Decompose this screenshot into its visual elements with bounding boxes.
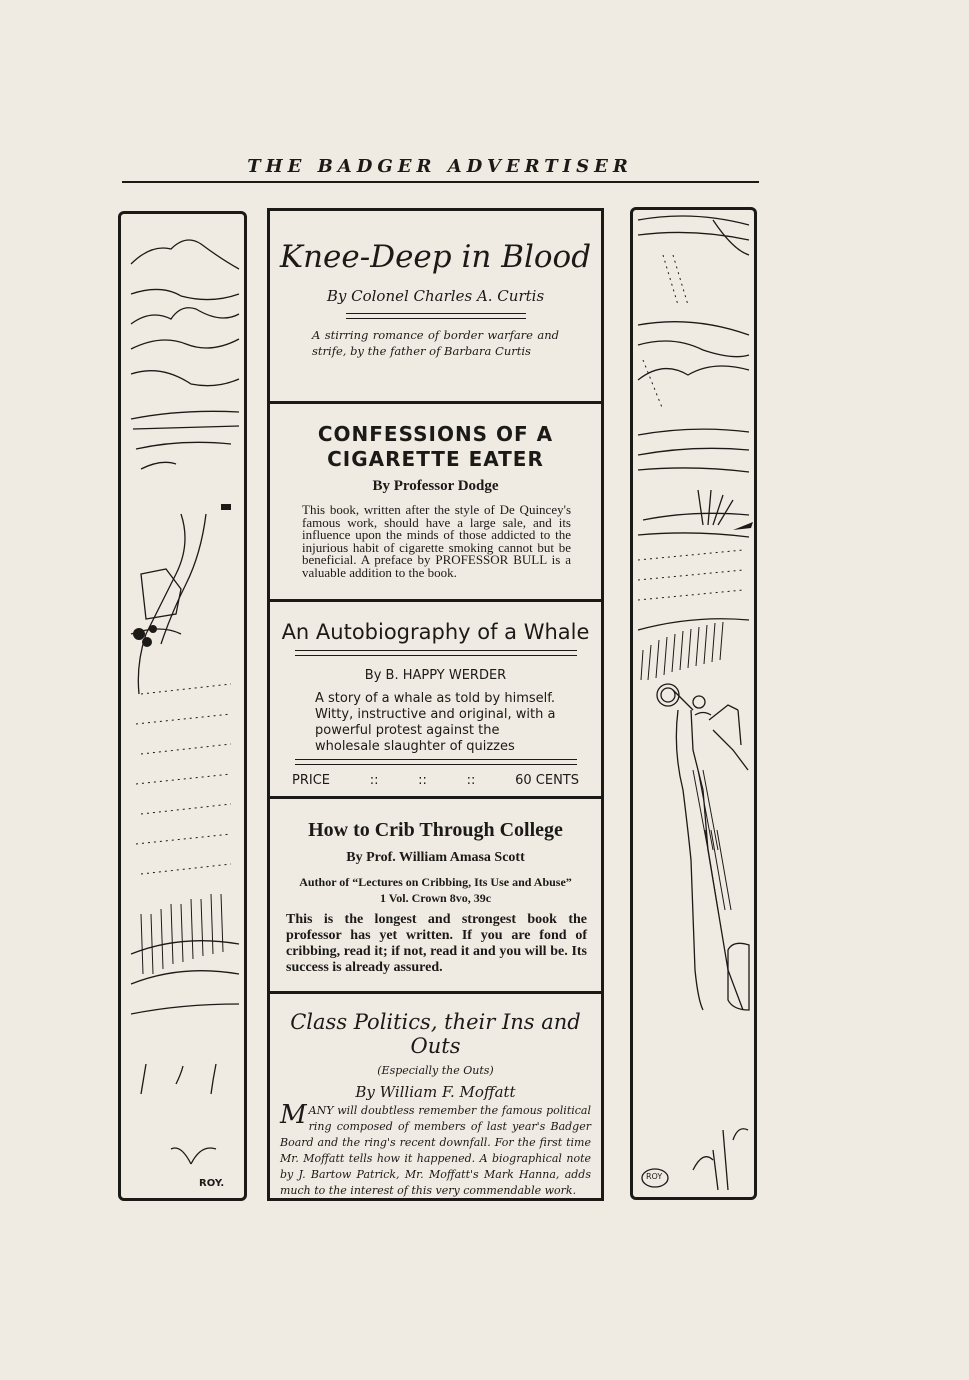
left-illustration-signature: ROY.: [199, 1178, 225, 1189]
right-illustration-panel: [630, 207, 757, 1200]
ad-class-politics: [270, 994, 601, 1198]
ad-author: By William F. Moffatt: [355, 1083, 516, 1101]
ad-description-block: [270, 1100, 601, 1199]
price-value: 60 CENTS: [515, 773, 579, 788]
ad-author: By Colonel Charles A. Curtis: [326, 287, 545, 305]
ad-title-line-1: CONFESSIONS OF A: [317, 422, 554, 446]
ad-subtitle: (Especially the Outs): [377, 1064, 494, 1077]
ad-how-to-crib-through-college: [270, 799, 601, 994]
ad-subtitle-line-1: Author of “Lectures on Cribbing, Its Use and Abuse”: [299, 875, 572, 889]
right-illustration-signature: ROY: [646, 1172, 663, 1181]
harvest-illustration-right: [633, 210, 754, 1197]
ad-title: How to Crib Through College: [308, 819, 563, 841]
ad-subtitle-line-2: 1 Vol. Crown 8vo, 39c: [379, 891, 492, 905]
ad-title: Class Politics, their Ins and Outs: [290, 1010, 581, 1058]
price-line: [292, 773, 579, 788]
drop-cap: M: [280, 1100, 307, 1130]
ad-title: An Autobiography of a Whale: [281, 620, 590, 644]
price-separator: ::: [369, 773, 379, 788]
advertisement-column: [267, 208, 604, 1201]
ad-description: A story of a whale as told by himself. Witty, instructive and original, with a powerful protest against the wholesale slaughter of quizzes: [315, 691, 556, 754]
ad-description: This book, written after the style of De Quincey's famous work, should have a large sale, and its influence upon the minds of those addicted to the injurious habit of cigarette smoking cannot but be beneficial. A preface by PROFESSOR BULL is a valuable addition to the book.: [302, 502, 571, 580]
ad-title-line-2: CIGARETTE EATER: [327, 447, 544, 471]
ad-knee-deep-in-blood: [270, 211, 601, 404]
ad-author: By Professor Dodge: [372, 478, 499, 494]
ad-author: By B. HAPPY WERDER: [364, 668, 507, 683]
divider: [346, 313, 526, 319]
left-illustration-panel: [118, 211, 247, 1201]
ad-description: ANY will doubtless remember the famous political ring composed of members of last year's Badger Board and the ring's recent downfall. For the first time Mr. Moffatt tells how it happened. A biographical note by J. Bartow Patrick, Mr. Moffatt's Mark Hanna, adds much to the interest of this very commendable work.: [280, 1104, 591, 1197]
price-separator: ::: [418, 773, 427, 788]
ad-description: A stirring romance of border warfare and strife, by the father of Barbara Curtis: [312, 328, 559, 358]
ad-author: By Prof. William Amasa Scott: [346, 850, 525, 865]
ad-confessions-cigarette-eater: [270, 404, 601, 602]
price-label: PRICE: [292, 773, 330, 788]
ad-autobiography-of-a-whale: [270, 602, 601, 799]
divider: [295, 650, 577, 656]
price-separator: ::: [466, 773, 476, 788]
page-header-title: THE BADGER ADVERTISER: [247, 156, 633, 177]
ad-title: Knee-Deep in Blood: [279, 239, 592, 275]
landscape-illustration-left: [121, 214, 244, 1198]
ad-description: This is the longest and strongest book the professor has yet written. If you are fond of cribbing, read it; if not, read it and you will be. Its success is already assured.: [286, 912, 587, 975]
divider: [295, 759, 577, 765]
header-rule: [122, 181, 759, 183]
